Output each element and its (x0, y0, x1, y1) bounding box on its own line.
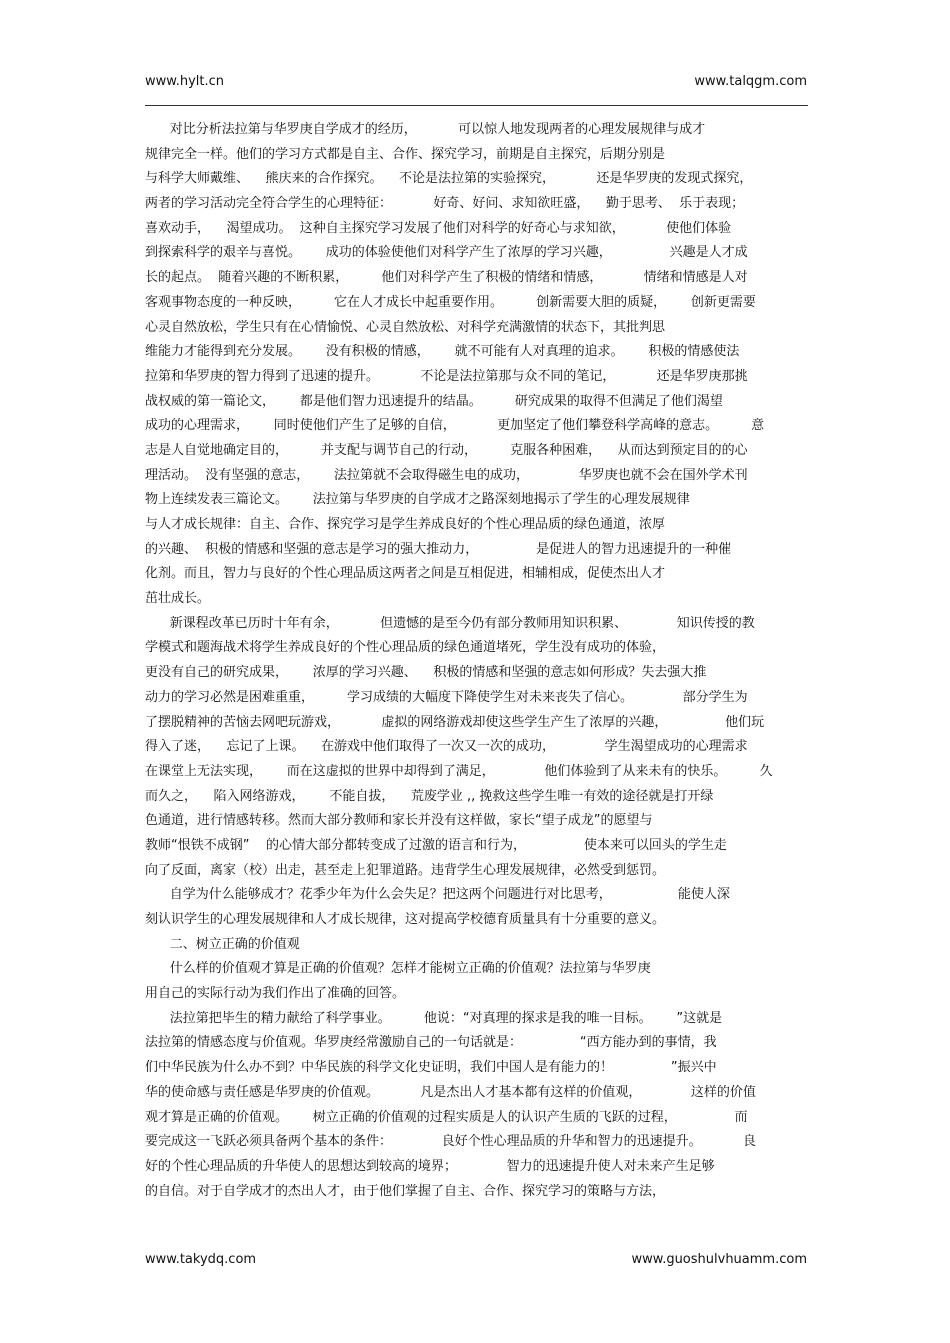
text-line: 们中华民族为什么办不到？中华民族的科学文化史证明，我们中国人是有能力的！ ”振兴中 (145, 1060, 717, 1076)
text-line: 要完成这一飞跃必须具备两个基本的条件： 良好个性心理品质的升华和智力的迅速提升。 良 (145, 1134, 756, 1150)
text-line: 法拉第的情感态度与价值观。华罗庚经常激励自己的一句话就是： “西方能办到的事情，我 (145, 1035, 717, 1051)
text-line: 而久之， 陷入网络游戏， 不能自拔， 荒废学业 ,, 挽救这些学生唯一有效的途径就是打开绿 (145, 788, 714, 804)
text-line: 新课程改革已历时十年有余， 但遗憾的是至今仍有部分教师用知识积累、 知识传授的教 (145, 615, 755, 631)
text-line: 什么样的价值观才算是正确的价值观？怎样才能树立正确的价值观？法拉第与华罗庚 (145, 961, 651, 977)
text-line: 色通道，进行情感转移。然而大部分教师和家长并没有这样做，家长“望子成龙”的愿望与 (145, 813, 653, 829)
text-line: 心灵自然放松，学生只有在心情愉悦、心灵自然放松、对科学充满激情的状态下，其批判思 (145, 319, 666, 335)
text-line: 用自己的实际行动为我们作出了准确的回答。 (145, 986, 406, 1002)
text-line: 法拉第把毕生的精力献给了科学事业。 他说：“对真理的探求是我的唯一目标。 ”这就是 (145, 1010, 723, 1026)
text-line: 化剂。而且，智力与良好的个性心理品质这两者之间是互相促进，相辅相成，促使杰出人才 (145, 566, 666, 582)
text-line: 的兴趣、 积极的情感和坚强的意志是学习的强大推动力， 是促进人的智力迅速提升的一种催 (145, 541, 732, 557)
text-line: 喜欢动手， 渴望成功。 这种自主探究学习发展了他们对科学的好奇心与求知欲， 使他们体验 (145, 220, 732, 236)
text-line: 刻认识学生的心理发展规律和人才成长规律，这对提高学校德育质量具有十分重要的意义。 (145, 912, 666, 927)
text-line: 拉第和华罗庚的智力得到了迅速的提升。 不论是法拉第那与众不同的笔记， 还是华罗庚那挑 (145, 368, 748, 384)
text-line: 维能力才能得到充分发展。 没有积极的情感， 就不可能有人对真理的追求。 积极的情感使法 (145, 344, 740, 360)
text-line: 得入了迷， 忘记了上课。 在游戏中他们取得了一次又一次的成功， 学生渴望成功的心理需求 (145, 739, 748, 755)
text-line: 好的个性心理品质的升华使人的思想达到较高的境界； 智力的迅速提升使人对未来产生足够 (145, 1158, 715, 1174)
text-line: 教师“恨铁不成钢” 的心情大部分都转变成了过激的语言和行为， 使本来可以回头的学生走 (145, 837, 727, 853)
text-line: 物上连续发表三篇论文。 法拉第与华罗庚的自学成才之路深刻地揭示了学生的心理发展规律 (145, 492, 690, 508)
text-line: 观才算是正确的价值观。 树立正确的价值观的过程实质是人的认识产生质的飞跃的过程， 而 (145, 1109, 748, 1125)
text-line: 到探索科学的艰辛与喜悦。 成功的体验使他们对科学产生了浓厚的学习兴趣， 兴趣是人才成 (145, 245, 748, 261)
header-divider (145, 105, 808, 106)
footer-left-url: www.takydq.com (145, 1252, 257, 1267)
text-line: 与人才成长规律：自主、合作、探究学习是学生养成良好的个性心理品质的绿色通道，浓厚 (145, 517, 666, 532)
header-left-url: www.hylt.cn (145, 74, 224, 89)
footer-right-url: www.guoshulvhuamm.com (631, 1252, 807, 1267)
text-line: 在课堂上无法实现， 而在这虚拟的世界中却得到了满足， 他们体验到了从来未有的快乐。 久 (145, 763, 773, 779)
text-line: 战权威的第一篇论文， 都是他们智力迅速提升的结晶。 研究成果的取得不但满足了他们渴望 (145, 393, 723, 409)
text-line: 两者的学习活动完全符合学生的心理特征： 好奇、好问、求知欲旺盛， 勤于思考、 乐于表现； (145, 196, 745, 212)
text-line: 理活动。 没有坚强的意志， 法拉第就不会取得磁生电的成功， 华罗庚也就不会在国外学术刊 (145, 467, 748, 483)
page-footer (145, 1252, 807, 1270)
text-line: 更没有自己的研究成果， 浓厚的学习兴趣、 积极的情感和坚强的意志如何形成？失去强大推 (145, 665, 707, 681)
text-line: 长的起点。 随着兴趣的不断积累， 他们对科学产生了积极的情绪和情感， 情绪和情感是人对 (145, 270, 748, 286)
text-line: 动力的学习必然是困难重重， 学习成绩的大幅度下降使学生对未来丧失了信心。 部分学生为 (145, 689, 748, 705)
text-line: 华的使命感与责任感是华罗庚的价值观。 凡是杰出人才基本都有这样的价值观， 这样的价值 (145, 1084, 756, 1100)
page-header (145, 74, 807, 92)
header-right-url: www.talqgm.com (694, 74, 807, 89)
text-line: 的自信。对于自学成才的杰出人才，由于他们掌握了自主、合作、探究学习的策略与方法， (145, 1183, 666, 1199)
text-line: 成功的心理需求， 同时使他们产生了足够的自信， 更加坚定了他们攀登科学高峰的意志。 意 (145, 418, 765, 434)
text-line: 向了反面，离家（校）出走，甚至走上犯罪道路。违背学生心理发展规律，必然受到惩罚。 (145, 862, 666, 878)
text-line: 规律完全一样。他们的学习方式都是自主、合作、探究学习，前期是自主探究，后期分别是 (145, 146, 666, 162)
text-line: 自学为什么能够成才？花季少年为什么会失足？把这两个问题进行对比思考， 能使人深 (145, 887, 730, 903)
text-line: 志是人自觉地确定目的， 并支配与调节自己的行动， 克服各种困难， 从而达到预定目的的心 (145, 442, 748, 458)
document-body (145, 118, 810, 1204)
text-line: 与科学大师戴维、 熊庆来的合作探究。 不论是法拉第的实验探究， 还是华罗庚的发现式探究， (145, 171, 753, 187)
text-line: 二、树立正确的价值观 (145, 936, 300, 952)
text-line: 客观事物态度的一种反映， 它在人才成长中起重要作用。 创新需要大胆的质疑， 创新更需要 (145, 294, 756, 310)
text-line: 了摆脱精神的苦恼去网吧玩游戏， 虚拟的网络游戏却使这些学生产生了浓厚的兴趣， 他们玩 (145, 714, 765, 730)
text-line: 对比分析法拉第与华罗庚自学成才的经历， 可以惊人地发现两者的心理发展规律与成才 (145, 122, 706, 137)
text-line: 学模式和题海战术将学生养成良好的个性心理品质的绿色通道堵死，学生没有成功的体验， (145, 640, 666, 656)
text-line: 茁壮成长。 (145, 591, 211, 607)
